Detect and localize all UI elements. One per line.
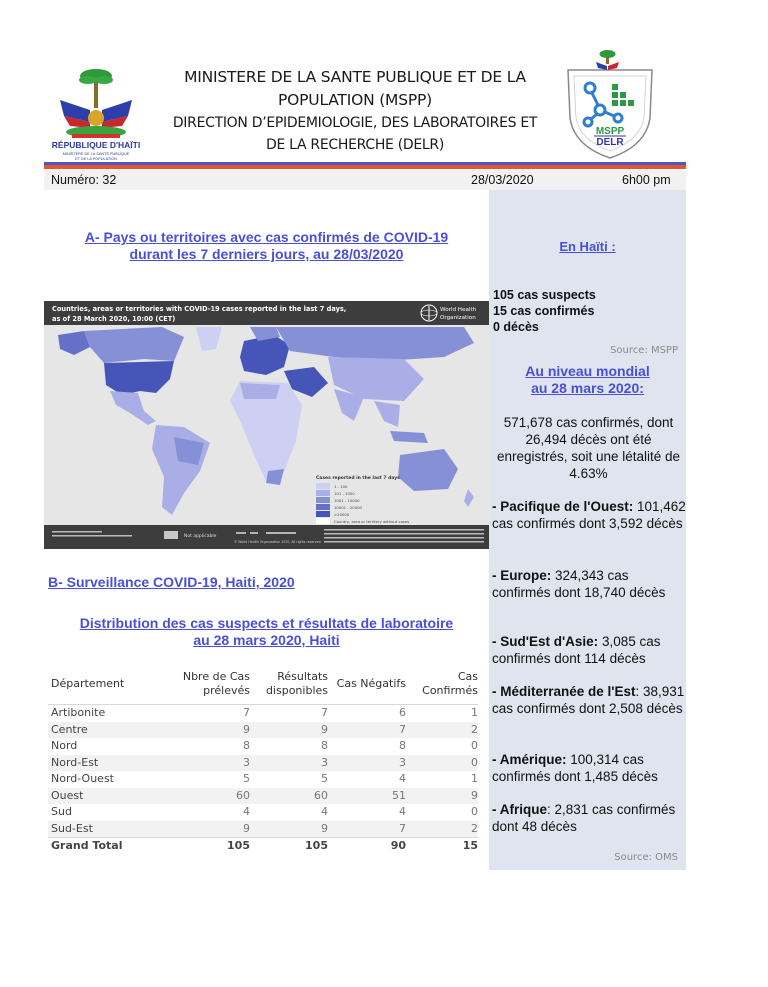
cell-value: 5 bbox=[243, 772, 250, 785]
cell-value: 9 bbox=[250, 722, 328, 739]
legend-swatch bbox=[316, 483, 330, 489]
cell-value: 2 bbox=[406, 821, 478, 838]
table-row bbox=[48, 804, 478, 821]
cell-value: 0 bbox=[471, 739, 478, 752]
svg-text:World Health: World Health bbox=[440, 307, 477, 313]
legend-swatch bbox=[316, 518, 330, 524]
svg-text:DELR: DELR bbox=[596, 137, 624, 148]
cell-value: 8 bbox=[243, 739, 250, 752]
map-title-line1: Countries, areas or territories with COVID-19 cases reported in the last 7 days, bbox=[52, 305, 347, 313]
map-copyright: © World Health Organization 2020, All rights reserved. bbox=[234, 540, 322, 544]
cell-value: 4 bbox=[399, 772, 406, 785]
section-b-title: B- Surveillance COVID-19, Haiti, 2020 bbox=[48, 574, 295, 590]
cell-value: 3 bbox=[250, 755, 328, 772]
cell-departement: Centre bbox=[48, 722, 158, 739]
cell-value: 15 bbox=[406, 838, 478, 855]
bulletin-number: Numéro: 32 bbox=[51, 173, 117, 187]
region-europe: - Europe: 324,343 cas confirmés dont 18,740 décès bbox=[492, 568, 666, 600]
cell-value: 3 bbox=[328, 755, 406, 772]
cell-value: 7 bbox=[328, 722, 406, 739]
cell-value: 4 bbox=[399, 805, 406, 818]
legend-label: 1 - 100 bbox=[334, 484, 348, 489]
haiti-deaths: 0 décès bbox=[493, 320, 539, 334]
table-title-line2: au 28 mars 2020, Haiti bbox=[193, 632, 340, 648]
region-south-east-asia: - Sud'Est d'Asie: 3,085 cas confirmés dont 114 décès bbox=[492, 634, 661, 666]
cell-departement: Nord-Ouest bbox=[51, 772, 114, 785]
not-applicable-label: Not applicable bbox=[184, 534, 217, 539]
svg-text:ET DE LA POPULATION: ET DE LA POPULATION bbox=[75, 157, 117, 161]
cell-value: 3 bbox=[158, 755, 250, 772]
table-row bbox=[48, 705, 478, 722]
cell-value: 6 bbox=[399, 706, 406, 719]
cell-value: 60 bbox=[250, 788, 328, 805]
cell-value: 5 bbox=[321, 772, 328, 785]
cell-value: 60 bbox=[158, 788, 250, 805]
table-row bbox=[48, 722, 478, 739]
cell-value: 7 bbox=[328, 821, 406, 838]
direction-title-line1: DIRECTION D’EPIDEMIOLOGIE, DES LABORATOIRES ET bbox=[172, 115, 538, 131]
region-eastern-mediterranean: - Méditerranée de l'Est: 38,931 cas confirmés dont 2,508 décès bbox=[492, 684, 685, 716]
legend-swatch bbox=[316, 504, 330, 510]
region-western-pacific: - Pacifique de l'Ouest: 101,462 cas confirmés dont 3,592 décès bbox=[492, 499, 686, 531]
map-legend-title: Cases reported in the last 7 days bbox=[316, 476, 400, 481]
section-a-title bbox=[44, 229, 489, 263]
mspp-delr-shield-logo bbox=[562, 48, 658, 160]
world-summary-title bbox=[489, 363, 686, 397]
cell-value: 9 bbox=[158, 821, 250, 838]
cell-value: 105 bbox=[250, 838, 328, 855]
col-header-confirmes: Cas Confirmés bbox=[406, 670, 478, 705]
world-source: Source: OMS bbox=[614, 852, 678, 863]
cell-value: 7 bbox=[243, 706, 250, 719]
who-world-map bbox=[44, 301, 489, 549]
col-header-negatifs: Cas Négatifs bbox=[328, 670, 406, 705]
table-header-row bbox=[48, 670, 478, 705]
cell-value: 1 bbox=[471, 772, 478, 785]
summary-sidebar bbox=[489, 190, 686, 870]
region-americas: - Amérique: 100,314 cas confirmés dont 1,485 décès bbox=[492, 752, 658, 784]
cell-value: 0 bbox=[471, 805, 478, 818]
svg-text:MSPP: MSPP bbox=[595, 126, 625, 137]
table-total-row bbox=[48, 838, 478, 855]
col-header-resultats: Résultats disponibles bbox=[250, 670, 328, 705]
cell-departement: Nord bbox=[51, 739, 78, 752]
table-title bbox=[44, 615, 489, 649]
map-title-line2: as of 28 March 2020, 10:00 (CET) bbox=[52, 315, 176, 323]
not-applicable-swatch bbox=[164, 531, 178, 539]
haiti-source: Source: MSPP bbox=[610, 345, 678, 356]
legend-label: 101 - 1000 bbox=[334, 491, 355, 496]
table-row bbox=[48, 788, 478, 805]
table-row bbox=[48, 821, 478, 838]
bulletin-date: 28/03/2020 bbox=[471, 173, 534, 187]
world-summary: 571,678 cas confirmés, dont 26,494 décès ont été enregistrés, soit une létalité de 4.63% bbox=[496, 415, 681, 481]
cell-value: 105 bbox=[158, 838, 250, 855]
bulletin-time: 6h00 pm bbox=[622, 173, 671, 187]
header-title bbox=[150, 66, 560, 156]
lab-results-table bbox=[48, 670, 478, 855]
world-title-line1: Au niveau mondial bbox=[525, 363, 650, 379]
cell-value: 51 bbox=[328, 788, 406, 805]
ministry-title-line1: MINISTERE DE LA SANTE PUBLIQUE ET DE LA bbox=[184, 68, 526, 86]
header-rule-orange bbox=[44, 165, 686, 169]
cell-value: 9 bbox=[158, 722, 250, 739]
cell-value: 0 bbox=[406, 755, 478, 772]
legend-label: 1001 - 10000 bbox=[334, 498, 360, 503]
cell-value: 8 bbox=[321, 739, 328, 752]
haiti-coat-of-arms-logo bbox=[50, 64, 142, 162]
haiti-suspects: 105 cas suspects bbox=[493, 288, 596, 302]
svg-text:Organization: Organization bbox=[440, 315, 476, 321]
ministry-title-line2: POPULATION (MSPP) bbox=[278, 91, 432, 109]
legend-swatch bbox=[316, 490, 330, 496]
table-row bbox=[48, 771, 478, 788]
cell-departement: Sud bbox=[51, 805, 72, 818]
cell-value: 8 bbox=[399, 739, 406, 752]
cell-departement: Nord-Est bbox=[48, 755, 158, 772]
cell-departement: Artibonite bbox=[51, 706, 106, 719]
cell-departement: Ouest bbox=[48, 788, 158, 805]
table-row bbox=[48, 738, 478, 755]
haiti-summary bbox=[493, 287, 596, 335]
legend-label: Country, area or territory without cases bbox=[334, 519, 410, 524]
direction-title-line2: DE LA RECHERCHE (DELR) bbox=[265, 137, 445, 153]
svg-text:RÉPUBLIQUE D'HAÏTI: RÉPUBLIQUE D'HAÏTI bbox=[51, 140, 141, 150]
haiti-summary-title: En Haïti : bbox=[559, 239, 616, 254]
bulletin-meta-bar bbox=[44, 170, 686, 190]
cell-value: 2 bbox=[406, 722, 478, 739]
section-a-title-line2: durant les 7 derniers jours, au 28/03/2020 bbox=[129, 246, 404, 262]
region-africa: - Afrique: 2,831 cas confirmés dont 48 décès bbox=[492, 802, 676, 834]
section-a-title-line1: A- Pays ou territoires avec cas confirmés de COVID-19 bbox=[84, 229, 449, 245]
cell-value: 7 bbox=[321, 706, 328, 719]
cell-departement: Sud-Est bbox=[48, 821, 158, 838]
table-row bbox=[48, 755, 478, 772]
cell-value: 4 bbox=[321, 805, 328, 818]
table-title-line1: Distribution des cas suspects et résultats de laboratoire bbox=[79, 615, 454, 631]
world-title-line2: au 28 mars 2020: bbox=[531, 380, 644, 396]
legend-label: 10001 - 20000 bbox=[334, 505, 362, 510]
cell-departement: Grand Total bbox=[48, 838, 158, 855]
col-header-cas-preleves: Nbre de Cas prélevés bbox=[158, 670, 250, 705]
cell-value: 90 bbox=[328, 838, 406, 855]
cell-value: 4 bbox=[243, 805, 250, 818]
cell-value: 9 bbox=[406, 788, 478, 805]
svg-text:MINISTÈRE DE LA SANTÉ PUBLIQUE: MINISTÈRE DE LA SANTÉ PUBLIQUE bbox=[62, 152, 130, 156]
cell-value: 1 bbox=[471, 706, 478, 719]
legend-swatch bbox=[316, 511, 330, 517]
col-header-departement: Département bbox=[48, 670, 158, 705]
legend-label: >20000 bbox=[334, 512, 350, 517]
legend-swatch bbox=[316, 497, 330, 503]
haiti-confirmed: 15 cas confirmés bbox=[493, 304, 595, 318]
cell-value: 9 bbox=[250, 821, 328, 838]
